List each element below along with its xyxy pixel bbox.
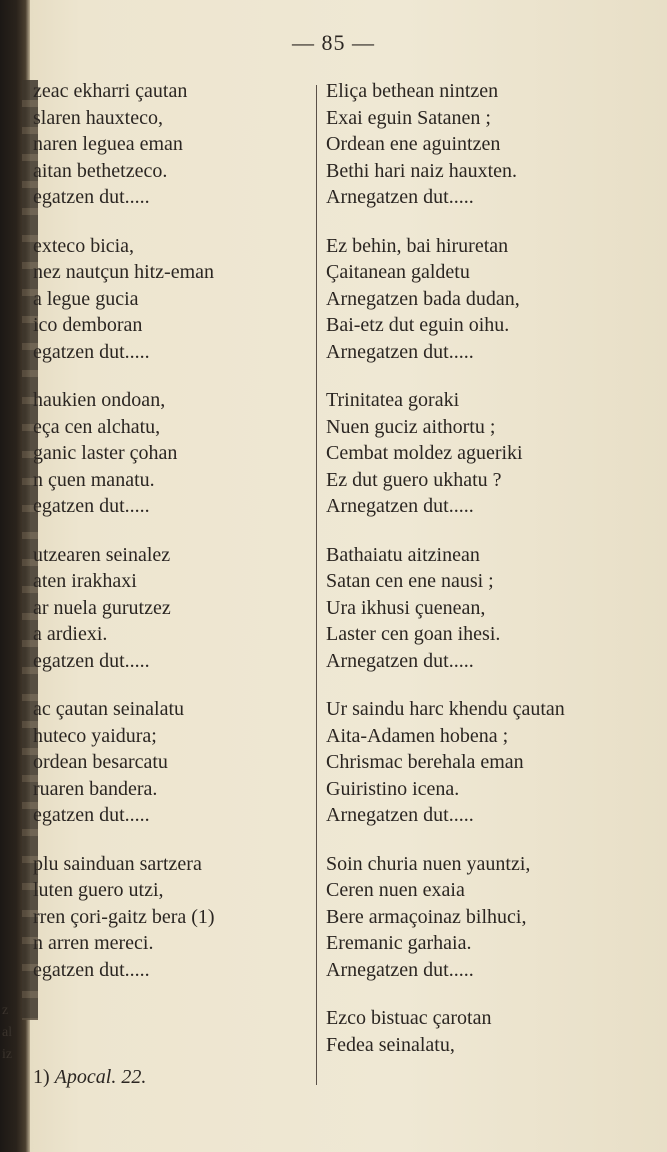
verse-line: Trinitatea goraki [326, 389, 460, 411]
verse-line: naren leguea eman [33, 133, 183, 155]
verse-line: Soin churia nuen yauntzi, [326, 852, 531, 875]
stanza [326, 696, 656, 829]
page-number: — 85 — [292, 30, 375, 55]
verse-line: Ura ikhusi çuenean, [326, 596, 486, 619]
verse-line: Çaitanean galdetu [326, 261, 470, 283]
verse-line: Ez dut guero ukhatu ? [326, 468, 502, 491]
stanza [33, 78, 308, 211]
verse-line: Chrismac berehala eman [326, 751, 524, 773]
verse-line: Eliça bethean nintzen [326, 80, 499, 102]
margin-letter: z [2, 1003, 9, 1018]
margin-letters [2, 1000, 16, 1066]
verse-line: ordean besarcatu [33, 751, 168, 773]
stanza [33, 851, 308, 984]
verse-line: utzearen seinalez [33, 543, 171, 566]
verse-line: Arnegatzen dut..... [326, 495, 474, 517]
stanza [326, 851, 656, 984]
verse-line: Ez behin, bai hiruretan [326, 234, 509, 257]
verse-line: Aita-Adamen hobena ; [326, 724, 509, 747]
verse-line: aitan bethetzeco. [33, 159, 168, 182]
verse-line: ac çautan seinalatu [33, 698, 185, 720]
verse-line: slaren hauxteco, [33, 106, 163, 129]
verse-line: n çuen manatu. [33, 468, 155, 491]
footnote-marker: 1) [33, 1066, 50, 1088]
verse-line: Ceren nuen exaia [326, 879, 465, 901]
verse-line: egatzen dut..... [33, 649, 150, 672]
verse-line: plu sainduan sartzera [33, 852, 202, 875]
column-divider [316, 85, 317, 1085]
verse-line: Arnegatzen dut..... [326, 958, 474, 981]
verse-line: exteco bicia, [33, 234, 135, 257]
verse-line: nez nautçun hitz-eman [33, 261, 215, 283]
stanza [326, 387, 656, 520]
verse-line: eça cen alchatu, [33, 415, 161, 438]
verse-line: Ordean ene aguintzen [326, 133, 501, 155]
verse-line: Ezco bistuac çarotan [326, 1007, 492, 1029]
stanza [326, 542, 656, 675]
footnote [33, 1066, 146, 1089]
verse-line: Arnegatzen bada dudan, [326, 287, 520, 310]
stanza [326, 1005, 656, 1058]
verse-line: n arren mereci. [33, 932, 154, 954]
right-column [326, 78, 656, 1080]
verse-line: egatzen dut..... [33, 340, 150, 363]
verse-line: a legue gucia [33, 287, 139, 310]
stanza [33, 387, 308, 520]
verse-line: Nuen guciz aithortu ; [326, 415, 496, 438]
verse-line: aten irakhaxi [33, 570, 137, 592]
verse-line: Satan cen ene nausi ; [326, 570, 494, 592]
verse-line: luten guero utzi, [33, 879, 164, 901]
verse-line: Fedea seinalatu, [326, 1033, 455, 1056]
verse-line: Cembat moldez agueriki [326, 442, 523, 464]
verse-line: egatzen dut..... [33, 186, 150, 208]
verse-line: Bere armaçoinaz bilhuci, [326, 905, 527, 928]
margin-letter: iz [2, 1047, 13, 1062]
verse-line: ganic laster çohan [33, 442, 178, 464]
verse-line: egatzen dut..... [33, 958, 150, 981]
footnote-reference: Apocal. 22. [54, 1066, 147, 1088]
verse-line: Arnegatzen dut..... [326, 804, 474, 826]
verse-line: Guiristino icena. [326, 777, 460, 800]
verse-line: Laster cen goan ihesi. [326, 623, 501, 645]
verse-line: Eremanic garhaia. [326, 932, 472, 954]
verse-line: ico demboran [33, 314, 143, 336]
verse-line: Ur saindu harc khendu çautan [326, 698, 565, 720]
stanza [33, 696, 308, 829]
verse-line: a ardiexi. [33, 623, 108, 645]
verse-line: Arnegatzen dut..... [326, 649, 474, 672]
verse-line: ruaren bandera. [33, 777, 158, 800]
margin-letter: al [2, 1025, 13, 1040]
verse-line: egatzen dut..... [33, 495, 150, 517]
verse-line: Arnegatzen dut..... [326, 340, 474, 363]
verse-line: Bai-etz dut eguin oihu. [326, 314, 510, 336]
stanza [33, 542, 308, 675]
verse-line: zeac ekharri çautan [33, 80, 188, 102]
verse-line: Arnegatzen dut..... [326, 186, 474, 208]
stanza [326, 233, 656, 366]
stanza [326, 78, 656, 211]
stanza [33, 233, 308, 366]
left-column [33, 78, 308, 1005]
verse-line: ar nuela gurutzez [33, 596, 171, 619]
verse-line: rren çori-gaitz bera (1) [33, 905, 215, 928]
verse-line: huteco yaidura; [33, 724, 157, 747]
verse-line: Exai eguin Satanen ; [326, 106, 491, 129]
verse-line: Bethi hari naiz hauxten. [326, 159, 518, 182]
verse-line: egatzen dut..... [33, 804, 150, 826]
verse-line: haukien ondoan, [33, 389, 166, 411]
verse-line: Bathaiatu aitzinean [326, 543, 480, 566]
